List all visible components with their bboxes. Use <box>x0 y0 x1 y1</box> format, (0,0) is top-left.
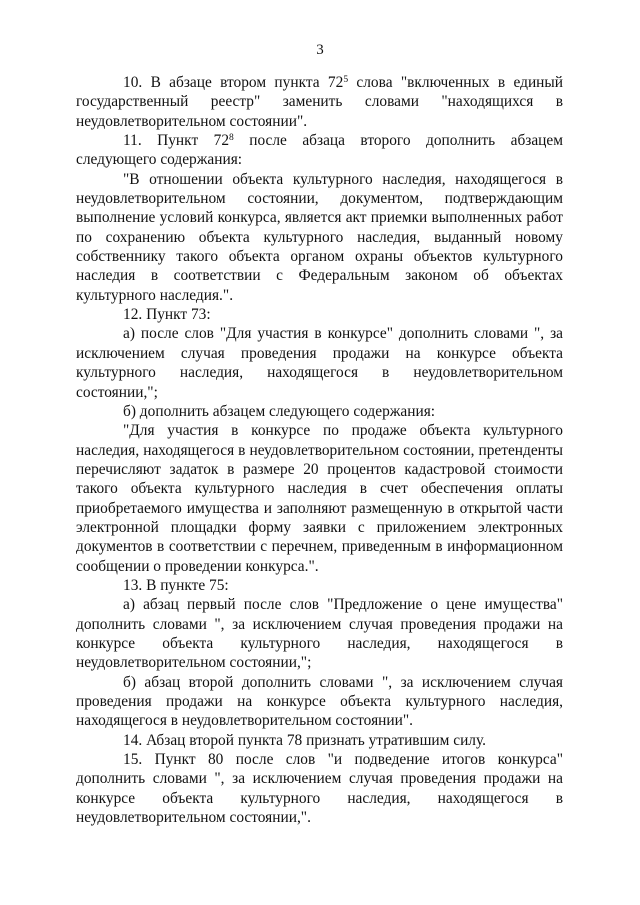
paragraph-item-13b: б) абзац второй дополнить словами ", за исключением случая проведения продажи на конкурсе объекта культурного наследия, находящегося в неудовлетворительном состоянии". <box>76 673 563 730</box>
paragraph-text: слова "включенных в единый государственный реестр" заменить словами "находящихся в неудовлетворительном состоянии". <box>76 74 563 130</box>
paragraph-text: 10. В абзаце втором пункта 72 <box>123 74 344 91</box>
paragraph-item-12a: а) после слов "Для участия в конкурсе" дополнить словами ", за исключением случая проведения продажи на конкурсе объекта культурного наследия, находящегося в неудовлетворительном состоянии,"; <box>76 325 563 401</box>
page-number: 3 <box>316 42 324 58</box>
paragraph-item-11-quote: "В отношении объекта культурного наследия, находящегося в неудовлетворительном состоянии, документом, подтверждающим выполнение условий конкурса, является акт приемки выполненных работ по сохранению объекта культурного наследия, выданный новому собственнику такого объекта органом охраны объектов культурного наследия в соответствии с Федеральным законом об объектах культурного наследия.". <box>76 170 563 304</box>
superscript-index: 5 <box>343 73 349 85</box>
paragraph-item-13: 13. В пункте 75: <box>123 576 229 594</box>
superscript-index: 8 <box>229 131 234 143</box>
paragraph-text: после абзаца второго дополнить абзацем следующего содержания: <box>76 132 563 169</box>
paragraph-item-11 <box>76 131 563 170</box>
paragraph-item-14: 14. Абзац второй пункта 78 признать утратившим силу. <box>123 731 486 749</box>
paragraph-item-13a: а) абзац первый после слов "Предложение о цене имущества" дополнить словами ", за исключением случая проведения продажи на конкурсе объекта культурного наследия, находящегося в неудовлетворительном состоянии,"; <box>76 596 563 672</box>
paragraph-text: 11. Пункт 72 <box>123 132 230 150</box>
paragraph-item-10 <box>76 73 563 131</box>
paragraph-item-12b-quote: "Для участия в конкурсе по продаже объекта культурного наследия, находящегося в неудовлетворительном состоянии, претенденты перечисляют задаток в размере 20 процентов кадастровой стоимости такого объекта культурного наследия в счет обеспечения оплаты приобретаемого имущества и заполняют размещенную в открытой части электронной площадки форму заявки с приложением электронных документов в соответствии с перечнем, приведенным в информационном сообщении о проведении конкурса.". <box>76 422 563 575</box>
document-body <box>76 73 563 827</box>
paragraph-item-12b: б) дополнить абзацем следующего содержания: <box>123 402 436 420</box>
paragraph-item-15: 15. Пункт 80 после слов "и подведение итогов конкурса" дополнить словами ", за исключением случая проведения продажи на конкурсе объекта культурного наследия, находящегося в неудовлетворительном состоянии,". <box>76 751 563 827</box>
paragraph-item-12: 12. Пункт 73: <box>123 306 211 324</box>
